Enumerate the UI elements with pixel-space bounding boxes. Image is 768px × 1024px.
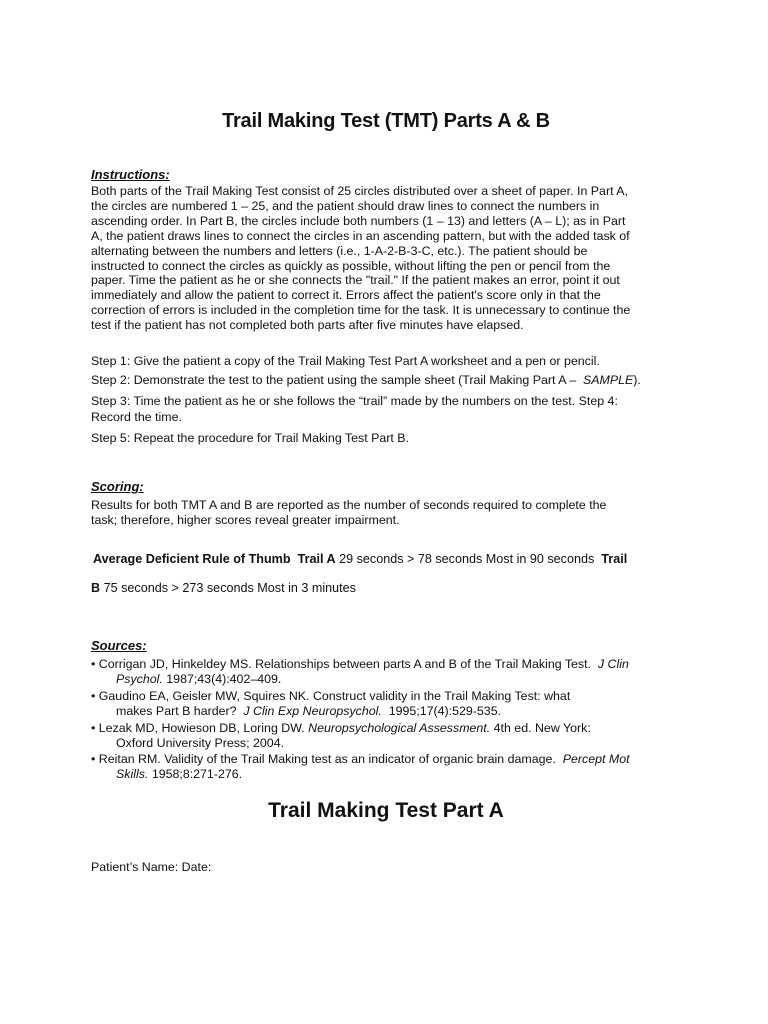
step-3 (91, 394, 691, 425)
step-5: Step 5: Repeat the procedure for Trail Making Test Part B. (91, 431, 409, 445)
patient-name-date-line: Patient’s Name: Date: (91, 860, 212, 874)
instructions-line: test if the patient has not completed both parts after five minutes have elapsed. (91, 318, 524, 333)
source-3 (91, 721, 691, 751)
instructions-line: paper. Time the patient as he or she connects the "trail." If the patient makes an error, point it out (91, 273, 620, 288)
scoring-table-row-1 (93, 552, 627, 567)
source-4 (91, 752, 691, 782)
source-3-publisher: Oxford University Press; 2004. (116, 736, 285, 750)
step-3-line-1: Step 3: Time the patient as he or she follows the “trail” made by the numbers on the test. Step 4: (91, 394, 618, 408)
source-1-text: • Corrigan JD, Hinkeldey MS. Relationships between parts A and B of the Trail Making Test. (91, 657, 591, 671)
source-3-text: • Lezak MD, Howieson DB, Loring DW. (91, 721, 305, 735)
source-2-citation: 1995;17(4):529-535. (388, 704, 502, 718)
rule-of-thumb-header: Average Deficient Rule of Thumb (93, 552, 291, 566)
instructions-line: Both parts of the Trail Making Test consist of 25 circles distributed over a sheet of paper. In Part A, (91, 184, 628, 198)
trail-b-label-end: B (91, 581, 101, 595)
instructions-heading: Instructions: (91, 167, 170, 182)
step-1: Step 1: Give the patient a copy of the Trail Making Test Part A worksheet and a pen or pencil. (91, 354, 600, 368)
source-4-text: • Reitan RM. Validity of the Trail Making test as an indicator of organic brain damage. (91, 752, 556, 766)
step-2 (91, 373, 691, 389)
source-3-edition: 4th ed. New York: (493, 721, 591, 735)
instructions-line: immediately and allow the patient to correct it. Errors affect the patient's score only in that the (91, 288, 601, 303)
source-2-text: • Gaudino EA, Geisler MW, Squires NK. Construct validity in the Trail Making Test: what (91, 689, 571, 703)
document-title: Trail Making Test (TMT) Parts A & B (222, 110, 550, 132)
source-2 (91, 689, 691, 719)
source-4-journal: Percept Mot (562, 752, 630, 766)
instructions-line: instructed to connect the circles as quickly as possible, without lifting the pen or pencil from the (91, 258, 611, 273)
scoring-paragraph (91, 498, 676, 528)
instructions-line: ascending order. In Part B, the circles include both numbers (1 – 13) and letters (A – L); as in Part (91, 213, 626, 228)
step-2-end: ). (633, 373, 641, 387)
source-3-title: Neuropsychological Assessment. (308, 721, 491, 735)
source-1-journal-cont: Psychol. (116, 672, 163, 686)
source-1-journal: J Clin (597, 657, 629, 671)
sources-heading: Sources: (91, 638, 147, 653)
trail-b-label-start: Trail (601, 552, 628, 566)
source-1-citation: 1987;43(4):402–409. (166, 672, 282, 686)
scoring-line: task; therefore, higher scores reveal greater impairment. (91, 512, 400, 527)
trail-a-label: Trail A (297, 552, 336, 566)
source-4-journal-cont: Skills. (116, 767, 149, 781)
instructions-line: A, the patient draws lines to connect the circles in an ascending pattern, but with the added task of (91, 228, 630, 243)
source-2-text-cont: makes Part B harder? (116, 704, 237, 718)
scoring-line: Results for both TMT A and B are reported as the number of seconds required to complete the (91, 498, 607, 512)
instructions-paragraph (91, 184, 676, 333)
step-3-line-2: Record the time. (91, 409, 182, 424)
instructions-line: the circles are numbered 1 – 25, and the patient should draw lines to connect the numbers in (91, 198, 600, 213)
source-2-journal: J Clin Exp Neuropsychol. (243, 704, 382, 718)
scoring-heading: Scoring: (91, 479, 144, 494)
instructions-line: alternating between the numbers and letters (i.e., 1-A-2-B-3-C, etc.). The patient should be (91, 243, 588, 258)
step-2-sample: SAMPLE (583, 373, 634, 387)
step-2-text: Step 2: Demonstrate the test to the patient using the sample sheet (Trail Making Part A – (91, 373, 577, 387)
scoring-table-row-2 (91, 581, 356, 596)
trail-b-values: 75 seconds > 273 seconds Most in 3 minutes (103, 581, 356, 595)
trail-a-values: 29 seconds > 78 seconds Most in 90 seconds (339, 552, 595, 566)
source-4-citation: 1958;8:271-276. (151, 767, 243, 781)
part-a-title: Trail Making Test Part A (268, 799, 504, 822)
instructions-line: correction of errors is included in the completion time for the task. It is unnecessary to continue the (91, 303, 631, 318)
source-1 (91, 657, 691, 687)
